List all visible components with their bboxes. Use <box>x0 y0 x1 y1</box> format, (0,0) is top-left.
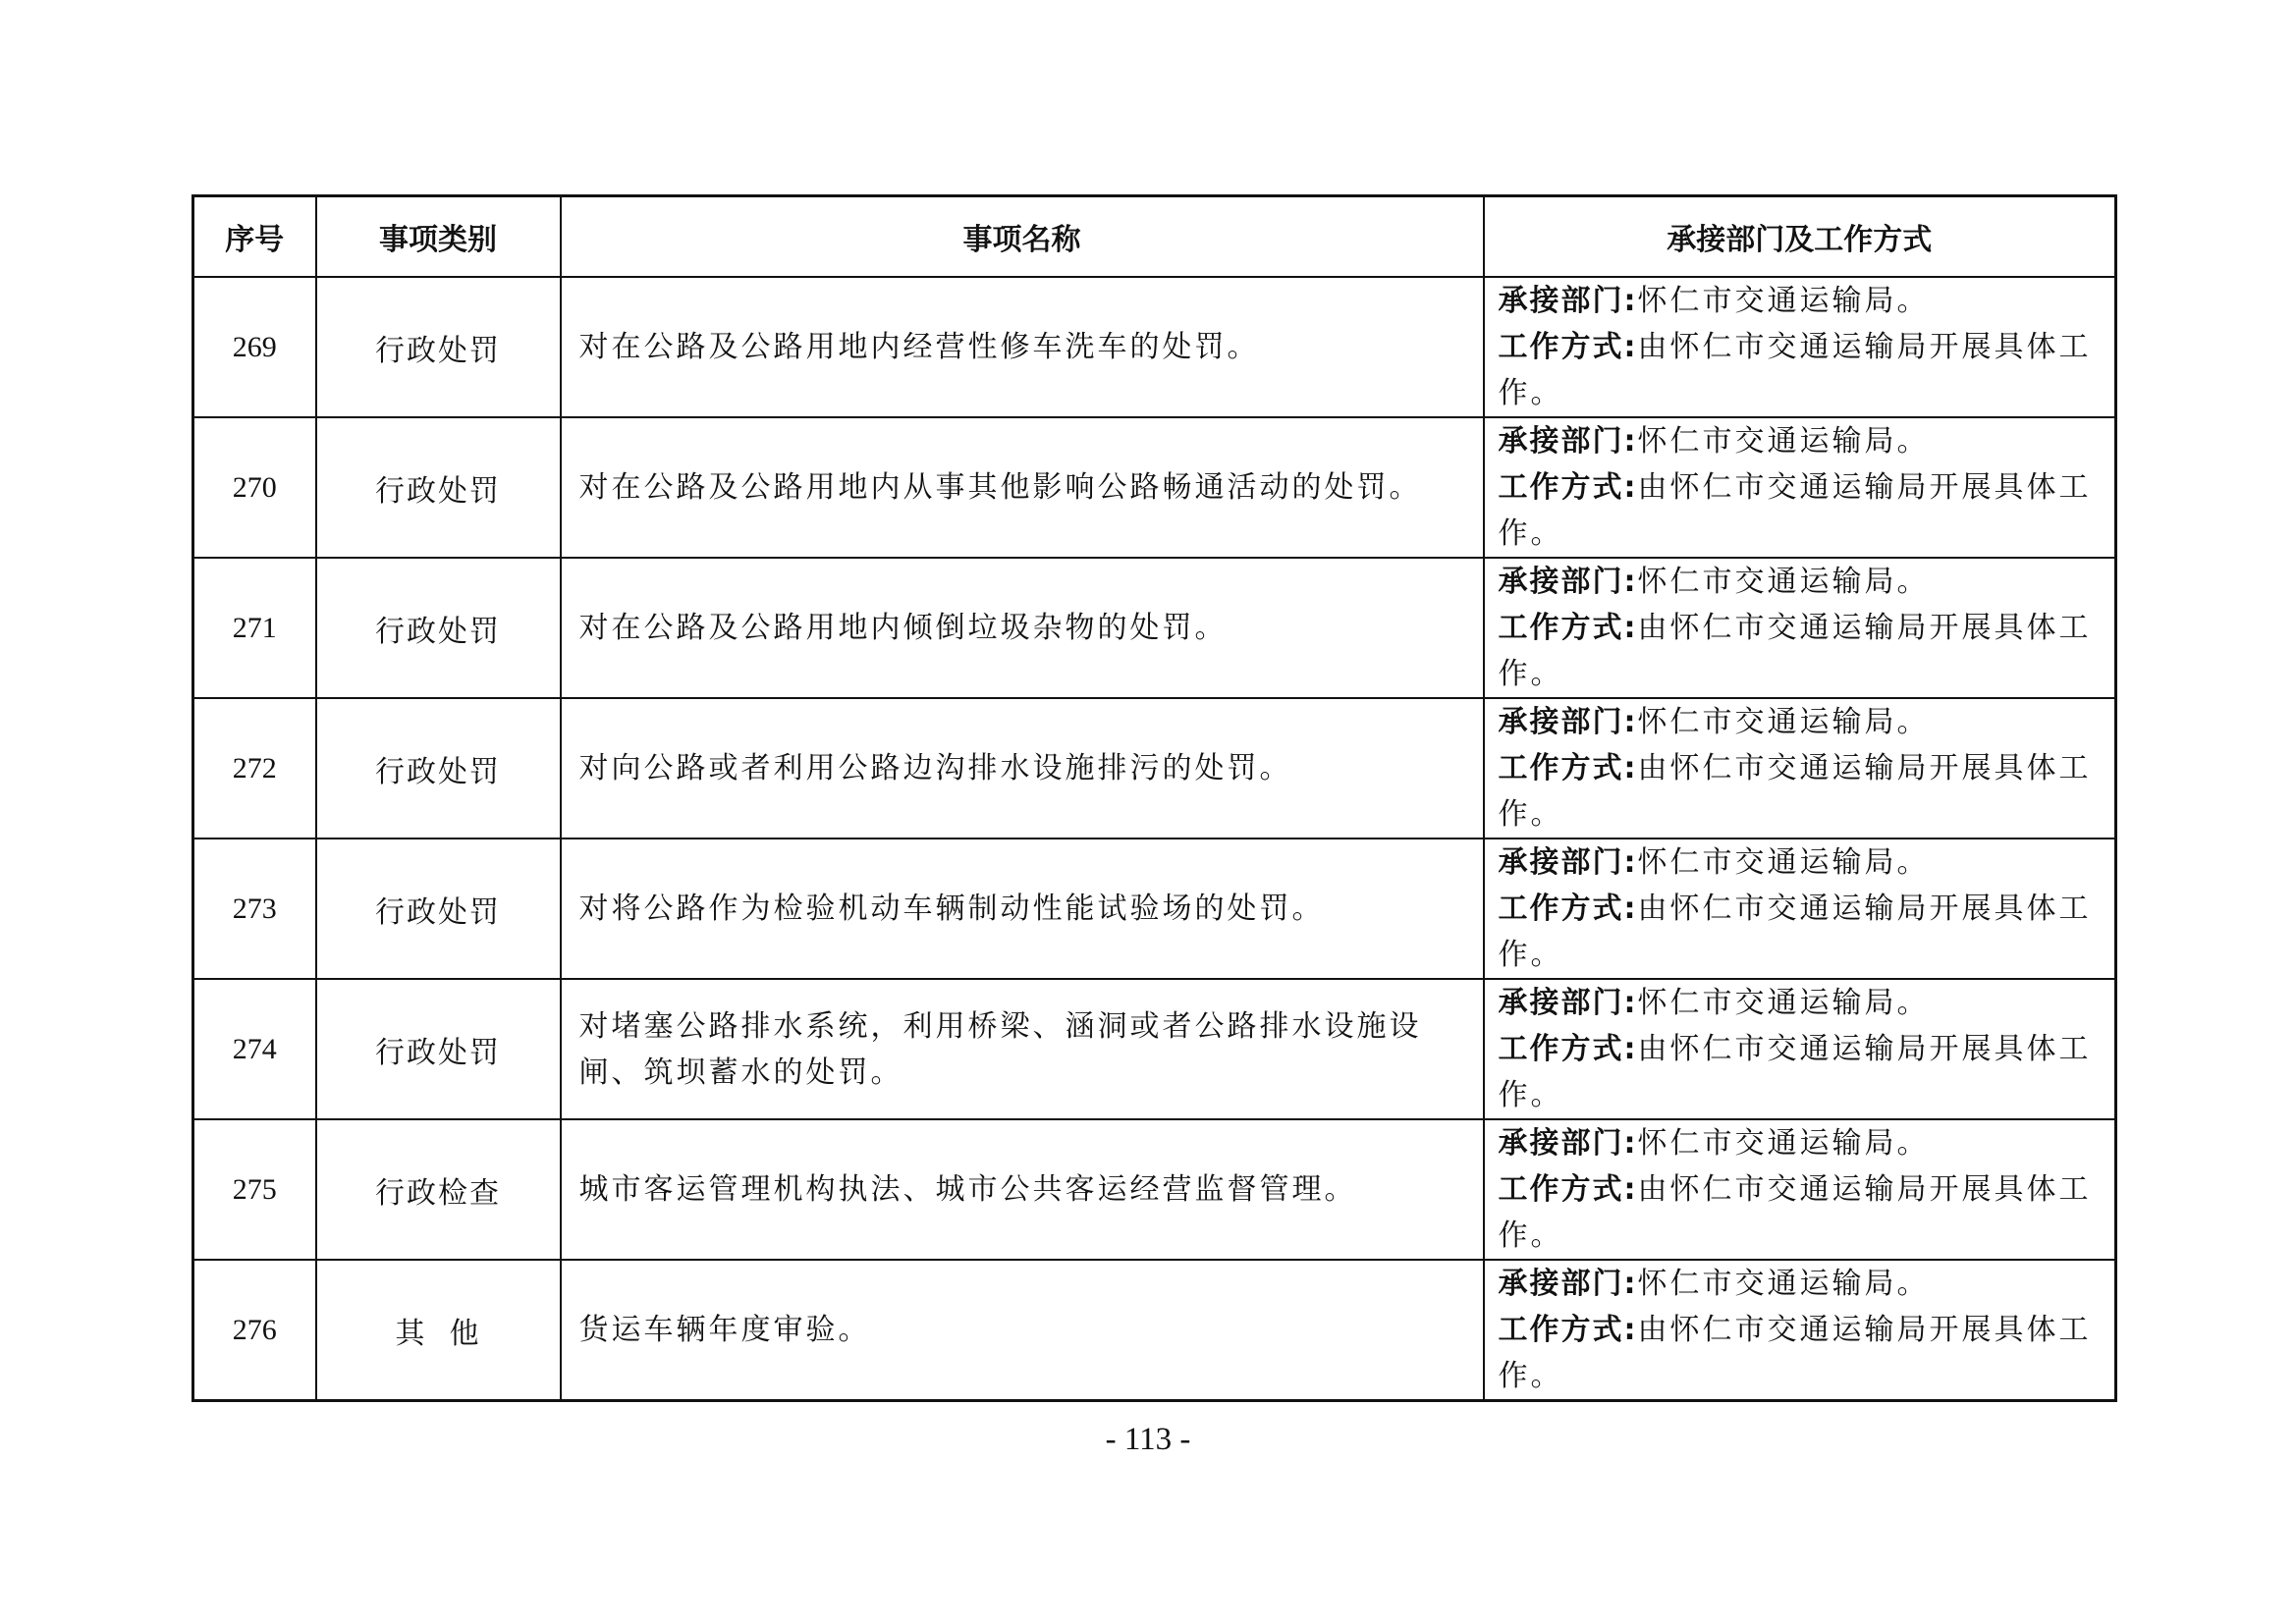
method-label: 工作方式: <box>1498 751 1638 785</box>
header-dept: 承接部门及工作方式 <box>1484 196 2116 278</box>
method-label: 工作方式: <box>1498 1172 1638 1207</box>
dept-value: 怀仁市交通运输局。 <box>1637 565 1930 599</box>
dept-value: 怀仁市交通运输局。 <box>1637 1267 1930 1301</box>
row-dept-cell <box>1484 1260 2116 1401</box>
row-dept-cell <box>1484 417 2116 558</box>
row-category: 行政处罚 <box>316 698 561 839</box>
method-value: 由怀仁市交通运输局开展具体工作。 <box>1498 330 2092 410</box>
header-seq: 序号 <box>193 196 316 278</box>
table-row <box>193 1260 2116 1401</box>
table-row <box>193 558 2116 698</box>
method-value: 由怀仁市交通运输局开展具体工作。 <box>1498 611 2092 691</box>
method-value: 由怀仁市交通运输局开展具体工作。 <box>1498 1313 2092 1393</box>
row-name: 货运车辆年度审验。 <box>561 1260 1484 1401</box>
row-category: 行政处罚 <box>316 839 561 979</box>
method-line <box>1499 605 2109 697</box>
row-category: 行政检查 <box>316 1119 561 1260</box>
method-label: 工作方式: <box>1498 470 1638 505</box>
table-row <box>193 417 2116 558</box>
method-label: 工作方式: <box>1498 611 1638 645</box>
dept-label: 承接部门: <box>1498 986 1638 1020</box>
dept-label: 承接部门: <box>1498 424 1638 459</box>
method-value: 由怀仁市交通运输局开展具体工作。 <box>1498 1172 2092 1253</box>
row-category: 行政处罚 <box>316 277 561 417</box>
method-label: 工作方式: <box>1498 1032 1638 1066</box>
method-line <box>1499 324 2109 416</box>
dept-value: 怀仁市交通运输局。 <box>1637 284 1930 318</box>
row-name: 对在公路及公路用地内倾倒垃圾杂物的处罚。 <box>561 558 1484 698</box>
dept-value: 怀仁市交通运输局。 <box>1637 1126 1930 1161</box>
dept-line <box>1499 1261 2109 1307</box>
header-category: 事项类别 <box>316 196 561 278</box>
method-line <box>1499 1026 2109 1118</box>
row-category: 其 他 <box>316 1260 561 1401</box>
row-name: 城市客运管理机构执法、城市公共客运经营监督管理。 <box>561 1119 1484 1260</box>
row-name: 对向公路或者利用公路边沟排水设施排污的处罚。 <box>561 698 1484 839</box>
dept-label: 承接部门: <box>1498 1126 1638 1161</box>
table-row <box>193 698 2116 839</box>
method-label: 工作方式: <box>1498 330 1638 364</box>
table-row <box>193 277 2116 417</box>
dept-line <box>1499 699 2109 745</box>
method-line <box>1499 1307 2109 1399</box>
row-seq: 269 <box>193 277 316 417</box>
row-seq: 274 <box>193 979 316 1119</box>
method-label: 工作方式: <box>1498 892 1638 926</box>
row-category: 行政处罚 <box>316 417 561 558</box>
method-value: 由怀仁市交通运输局开展具体工作。 <box>1498 1032 2092 1112</box>
dept-value: 怀仁市交通运输局。 <box>1637 845 1930 880</box>
dept-line <box>1499 1120 2109 1166</box>
dept-label: 承接部门: <box>1498 284 1638 318</box>
dept-value: 怀仁市交通运输局。 <box>1637 705 1930 739</box>
matters-table <box>191 194 2117 1402</box>
row-seq: 275 <box>193 1119 316 1260</box>
row-seq: 270 <box>193 417 316 558</box>
method-value: 由怀仁市交通运输局开展具体工作。 <box>1498 892 2092 972</box>
table-header-row <box>193 196 2116 278</box>
dept-line <box>1499 559 2109 605</box>
table-row <box>193 979 2116 1119</box>
method-line <box>1499 745 2109 838</box>
row-dept-cell <box>1484 979 2116 1119</box>
method-value: 由怀仁市交通运输局开展具体工作。 <box>1498 470 2092 551</box>
dept-label: 承接部门: <box>1498 1267 1638 1301</box>
dept-line <box>1499 278 2109 324</box>
method-line <box>1499 886 2109 978</box>
row-seq: 273 <box>193 839 316 979</box>
row-dept-cell <box>1484 277 2116 417</box>
dept-label: 承接部门: <box>1498 705 1638 739</box>
method-line <box>1499 464 2109 557</box>
header-name: 事项名称 <box>561 196 1484 278</box>
dept-label: 承接部门: <box>1498 845 1638 880</box>
dept-line <box>1499 418 2109 464</box>
table-row <box>193 839 2116 979</box>
row-seq: 276 <box>193 1260 316 1401</box>
dept-line <box>1499 980 2109 1026</box>
dept-label: 承接部门: <box>1498 565 1638 599</box>
dept-value: 怀仁市交通运输局。 <box>1637 424 1930 459</box>
row-dept-cell <box>1484 1119 2116 1260</box>
row-dept-cell <box>1484 839 2116 979</box>
method-label: 工作方式: <box>1498 1313 1638 1347</box>
row-name: 对堵塞公路排水系统，利用桥梁、涵洞或者公路排水设施设闸、筑坝蓄水的处罚。 <box>561 979 1484 1119</box>
method-line <box>1499 1166 2109 1259</box>
method-value: 由怀仁市交通运输局开展具体工作。 <box>1498 751 2092 832</box>
row-name: 对在公路及公路用地内从事其他影响公路畅通活动的处罚。 <box>561 417 1484 558</box>
table-row <box>193 1119 2116 1260</box>
row-seq: 272 <box>193 698 316 839</box>
row-category: 行政处罚 <box>316 979 561 1119</box>
dept-line <box>1499 839 2109 886</box>
row-name: 对将公路作为检验机动车辆制动性能试验场的处罚。 <box>561 839 1484 979</box>
dept-value: 怀仁市交通运输局。 <box>1637 986 1930 1020</box>
row-category: 行政处罚 <box>316 558 561 698</box>
row-name: 对在公路及公路用地内经营性修车洗车的处罚。 <box>561 277 1484 417</box>
page-number: - 113 - <box>1105 1422 1191 1457</box>
row-dept-cell <box>1484 558 2116 698</box>
row-dept-cell <box>1484 698 2116 839</box>
row-seq: 271 <box>193 558 316 698</box>
